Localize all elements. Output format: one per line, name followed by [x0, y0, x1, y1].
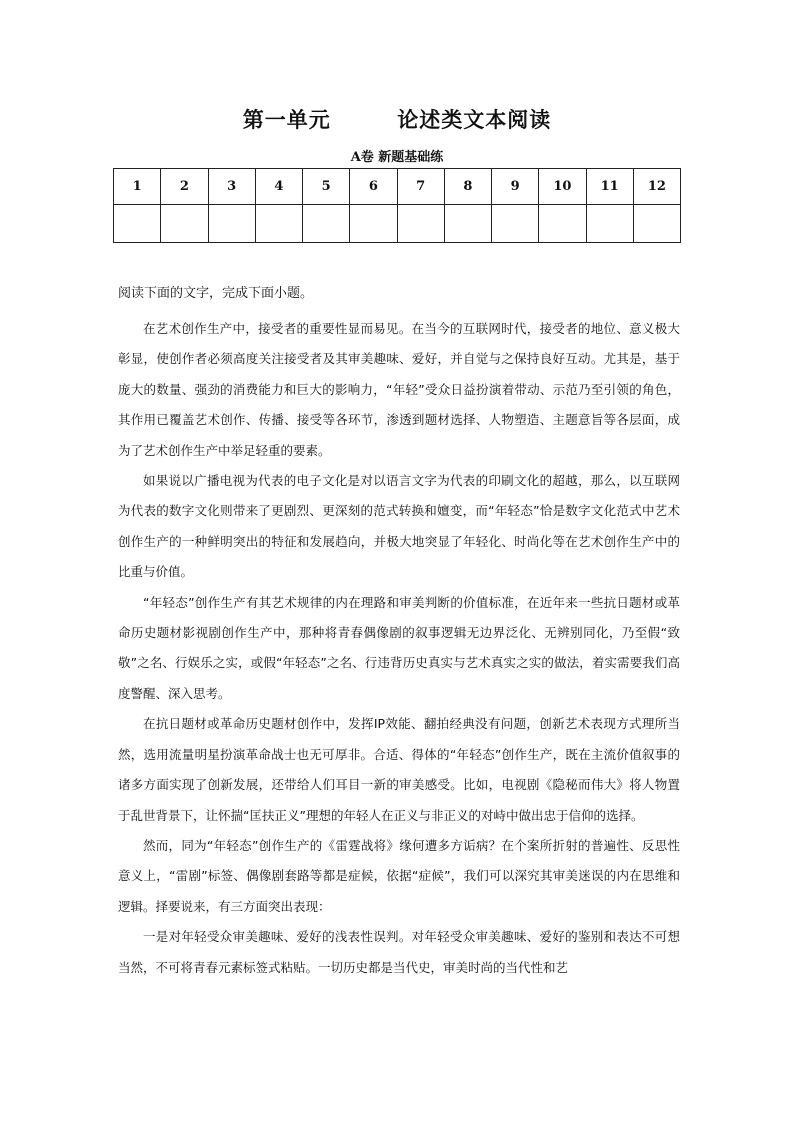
- question-number-cell: 12: [633, 169, 680, 205]
- question-number-cell: 4: [255, 169, 302, 205]
- page-title: 第一单元 论述类文本阅读: [242, 107, 552, 132]
- answer-cell[interactable]: [114, 205, 161, 243]
- answer-cell[interactable]: [350, 205, 397, 243]
- answer-cell[interactable]: [161, 205, 208, 243]
- passage-paragraph: 在抗日题材或革命历史题材创作中，发挥IP效能、翻拍经典没有问题，创新艺术表现方式理所当然，选用流量明星扮演革命战士也无可厚非。合适、得体的“年轻态”创作生产，既在主流价值叙事的诸多方面实现了创新发展，还带给人们耳目一新的审美感受。比如，电视剧《隐秘而伟大》将人物置于乱世背景下，让怀揣“匡扶正义”理想的年轻人在正义与非正义的对峙中做出忠于信仰的选择。: [118, 716, 680, 823]
- answer-cell[interactable]: [255, 205, 302, 243]
- answer-cell[interactable]: [444, 205, 491, 243]
- question-number-cell: 5: [303, 169, 350, 205]
- answer-cell[interactable]: [633, 205, 680, 243]
- question-number-cell: 11: [586, 169, 633, 205]
- reading-passage: [118, 314, 680, 983]
- answer-cell[interactable]: [303, 205, 350, 243]
- question-number-row: [114, 169, 681, 205]
- question-number-cell: 3: [208, 169, 255, 205]
- passage-paragraph: 在艺术创作生产中，接受者的重要性显而易见。在当今的互联网时代，接受者的地位、意义极大彰显，使创作者必须高度关注接受者及其审美趣味、爱好，并自觉与之保持良好互动。尤其是，基于庞大的数量、强劲的消费能力和巨大的影响力，“年轻”受众日益扮演着带动、示范乃至引领的角色，其作用已覆盖艺术创作、传播、接受等各环节，渗透到题材选择、人物塑造、主题意旨等各层面，成为了艺术创作生产中举足轻重的要素。: [118, 321, 680, 458]
- section-subtitle: A卷 新题基础练: [350, 150, 444, 165]
- question-number-cell: 10: [539, 169, 586, 205]
- answer-table: [113, 168, 681, 243]
- passage-paragraph: 如果说以广播电视为代表的电子文化是对以语言文字为代表的印刷文化的超越，那么，以互联网为代表的数字文化则带来了更剧烈、更深刻的范式转换和嬗变，而“年轻态”恰是数字文化范式中艺术创作生产的一种鲜明突出的特征和发展趋向，并极大地突显了年轻化、时尚化等在艺术创作生产中的比重与价值。: [118, 473, 680, 580]
- question-number-cell: 7: [397, 169, 444, 205]
- question-number-cell: 9: [492, 169, 539, 205]
- answer-cell[interactable]: [492, 205, 539, 243]
- passage-paragraph: “年轻态”创作生产有其艺术规律的内在理路和审美判断的价值标准，在近年来一些抗日题材或革命历史题材影视剧创作生产中，那种将青春偶像剧的叙事逻辑无边界泛化、无辨别同化，乃至假“致敬”之名、行娱乐之实，或假“年轻态”之名、行违背历史真实与艺术真实之实的做法，着实需要我们高度警醒、深入思考。: [118, 594, 680, 701]
- answer-row: [114, 205, 681, 243]
- passage-paragraph: 然而，同为“年轻态”创作生产的《雷霆战将》缘何遭多方诟病？在个案所折射的普遍性、反思性意义上，“雷剧”标签、偶像剧套路等都是症候，依据“症候”，我们可以深究其审美迷误的内在思维和逻辑。择要说来，有三方面突出表现：: [118, 837, 680, 914]
- answer-cell[interactable]: [586, 205, 633, 243]
- answer-cell[interactable]: [539, 205, 586, 243]
- answer-cell[interactable]: [208, 205, 255, 243]
- question-number-cell: 8: [444, 169, 491, 205]
- answer-cell[interactable]: [397, 205, 444, 243]
- reading-instruction: 阅读下面的文字，完成下面小题。: [118, 286, 314, 301]
- question-number-cell: 2: [161, 169, 208, 205]
- passage-paragraph: 一是对年轻受众审美趣味、爱好的浅表性误判。对年轻受众审美趣味、爱好的鉴别和表达不可想当然，不可将青春元素标签式粘贴。一切历史都是当代史，审美时尚的当代性和艺: [118, 929, 680, 975]
- question-number-cell: 1: [114, 169, 161, 205]
- question-number-cell: 6: [350, 169, 397, 205]
